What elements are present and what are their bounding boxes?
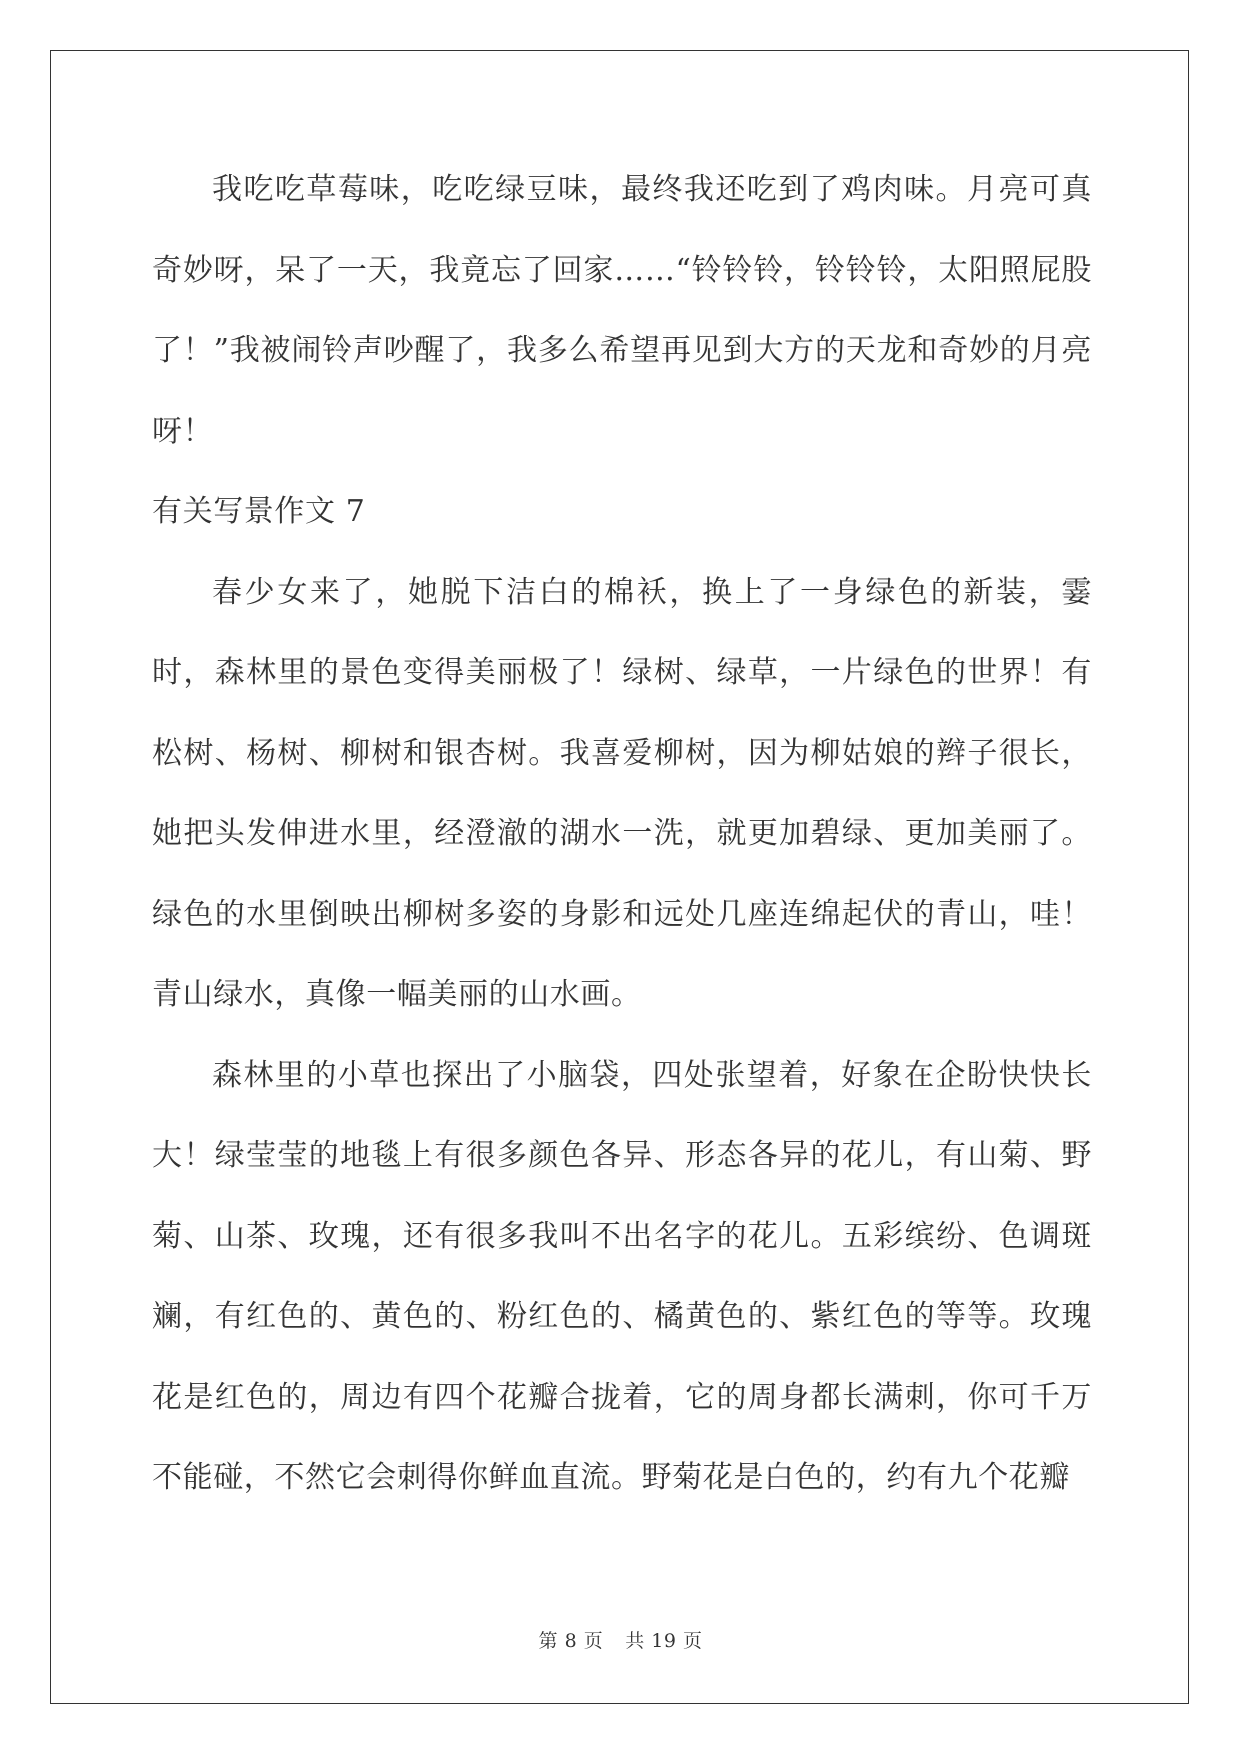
document-body [152,150,1092,1519]
essay-heading: 有关写景作文 7 [152,494,366,529]
paragraph-moon-ending: 我吃吃草莓味，吃吃绿豆味，最终我还吃到了鸡肉味。月亮可真奇妙呀，呆了一天，我竟忘了回家……“铃铃铃，铃铃铃，太阳照屁股了！”我被闹铃声吵醒了，我多么希望再见到大方的天龙和奇妙的月亮呀！ [152,172,1092,449]
total-pages-indicator: 共 19 页 [625,1630,703,1652]
current-page-indicator: 第 8 页 [538,1630,604,1652]
page-footer [0,1626,1241,1653]
paragraph-spring-forest: 春少女来了，她脱下洁白的棉袄，换上了一身绿色的新装，霎时，森林里的景色变得美丽极了！绿树、绿草，一片绿色的世界！有松树、杨树、柳树和银杏树。我喜爱柳树，因为柳姑娘的辫子很长，她把头发伸进水里，经澄澈的湖水一洗，就更加碧绿、更加美丽了。绿色的水里倒映出柳树多姿的身影和远处几座连绵起伏的青山，哇！青山绿水，真像一幅美丽的山水画。 [152,574,1092,1012]
paragraph-flowers: 森林里的小草也探出了小脑袋，四处张望着，好象在企盼快快长大！绿莹莹的地毯上有很多颜色各异、形态各异的花儿，有山菊、野菊、山茶、玫瑰，还有很多我叫不出名字的花儿。五彩缤纷、色调斑斓，有红色的、黄色的、粉红色的、橘黄色的、紫红色的等等。玫瑰花是红色的，周边有四个花瓣合拢着，它的周身都长满刺，你可千万不能碰，不然它会刺得你鲜血直流。野菊花是白色的，约有九个花瓣 [152,1057,1092,1495]
